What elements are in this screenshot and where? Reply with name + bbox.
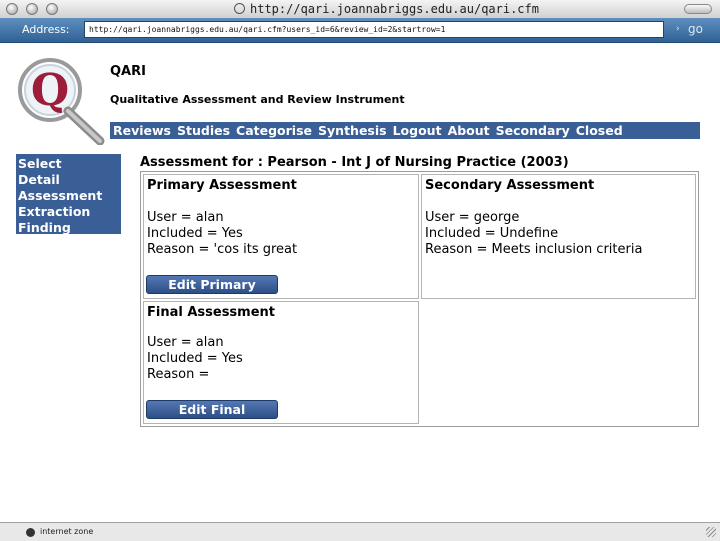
primary-assessment-cell (143, 174, 419, 299)
app-subtitle: Qualitative Assessment and Review Instrument (110, 93, 405, 106)
primary-reason: Reason = 'cos its great (147, 242, 298, 257)
side-item-detail[interactable]: Detail (18, 172, 60, 187)
globe-icon (234, 3, 245, 14)
edit-final-button[interactable]: Edit Final (146, 400, 278, 419)
address-input[interactable]: http://qari.joannabriggs.edu.au/qari.cfm?users_id=6&review_id=2&startrow=1 (84, 21, 664, 38)
side-item-select[interactable]: Select (18, 156, 62, 171)
assessment-table (140, 171, 699, 427)
final-user: User = alan (147, 335, 224, 350)
final-assessment-cell (143, 301, 419, 424)
nav-categorise[interactable]: Categorise (236, 123, 313, 138)
logo-letter: Q (30, 65, 70, 116)
side-item-finding[interactable]: Finding (18, 220, 71, 235)
final-included: Included = Yes (147, 351, 243, 366)
status-bar (0, 522, 720, 541)
zoom-window-button[interactable] (46, 3, 58, 15)
side-item-extraction[interactable]: Extraction (18, 204, 91, 219)
assessment-heading: Assessment for : Pearson - Int J of Nursing Practice (2003) (140, 155, 569, 170)
side-item-assessment[interactable]: Assessment (18, 188, 103, 203)
internet-zone-icon (26, 528, 35, 537)
status-text: internet zone (40, 527, 94, 536)
secondary-reason: Reason = Meets inclusion criteria (425, 242, 643, 257)
address-bar (0, 18, 720, 43)
final-reason: Reason = (147, 367, 210, 382)
edit-primary-button[interactable]: Edit Primary (146, 275, 278, 294)
secondary-user: User = george (425, 210, 520, 225)
nav-synthesis[interactable]: Synthesis (318, 123, 387, 138)
nav-about[interactable]: About (447, 123, 490, 138)
nav-logout[interactable]: Logout (392, 123, 442, 138)
top-navigation (110, 122, 700, 139)
resize-grip-icon[interactable] (706, 527, 716, 537)
secondary-assessment-title: Secondary Assessment (425, 178, 595, 193)
primary-assessment-title: Primary Assessment (147, 178, 297, 193)
nav-secondary[interactable]: Secondary (495, 123, 570, 138)
primary-user: User = alan (147, 210, 224, 225)
secondary-assessment-cell (421, 174, 696, 299)
nav-reviews[interactable]: Reviews (113, 123, 172, 138)
app-name: QARI (110, 64, 146, 79)
window-title: http://qari.joannabriggs.edu.au/qari.cfm (250, 2, 539, 16)
toolbar-toggle-button[interactable] (684, 4, 712, 14)
close-window-button[interactable] (6, 3, 18, 15)
side-menu (16, 154, 121, 234)
qari-logo (12, 55, 107, 145)
nav-studies[interactable]: Studies (177, 123, 231, 138)
primary-included: Included = Yes (147, 226, 243, 241)
nav-closed[interactable]: Closed (575, 123, 623, 138)
secondary-included: Included = Undefine (425, 226, 559, 241)
minimize-window-button[interactable] (26, 3, 38, 15)
go-arrow-icon[interactable]: › (676, 24, 680, 34)
go-button[interactable]: go (688, 22, 703, 36)
address-label: Address: (22, 23, 70, 36)
final-assessment-title: Final Assessment (147, 305, 276, 320)
window-title-bar (0, 0, 720, 19)
